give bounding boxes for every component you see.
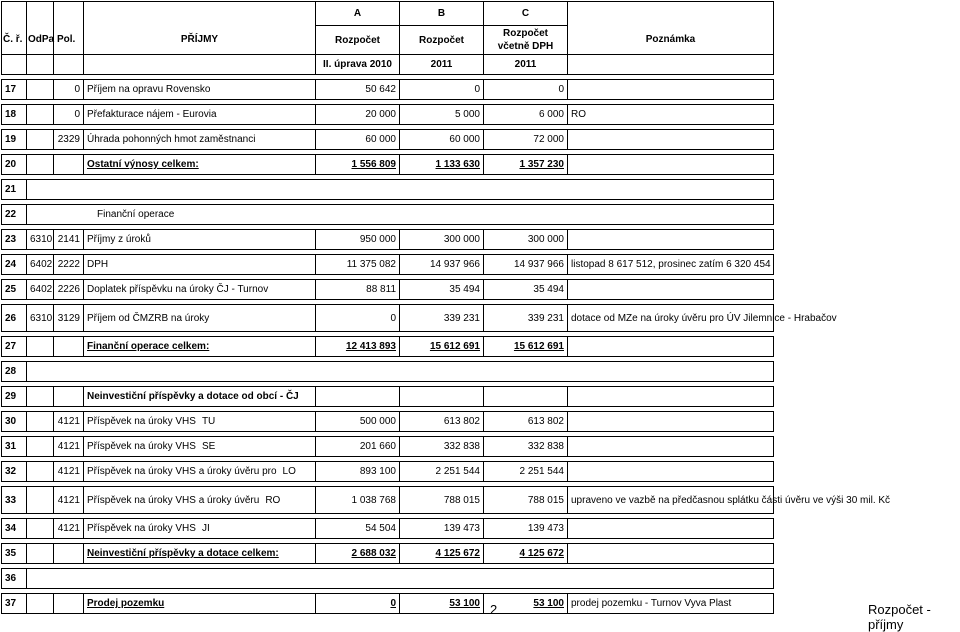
value-a-text: 20 000 (365, 109, 396, 120)
row-number: 28 (2, 362, 27, 382)
column-subheader-row (2, 55, 774, 75)
value-b-text: 0 (474, 84, 480, 95)
header-rozpocet-a: Rozpočet (316, 26, 400, 55)
row-number: 23 (2, 230, 27, 250)
value-a-text: 0 (390, 312, 396, 324)
value-c-text: 339 231 (527, 312, 564, 324)
row-number: 37 (2, 594, 27, 614)
value-a (316, 255, 400, 275)
table-row (2, 594, 774, 614)
table-row (2, 519, 774, 539)
value-b-text: 14 937 966 (429, 259, 480, 270)
table-row (2, 544, 774, 564)
row-number: 27 (2, 337, 27, 357)
value-c (484, 387, 568, 407)
value-a-text: 1 556 809 (351, 159, 396, 170)
table-row (2, 387, 774, 407)
note-cell (568, 280, 774, 300)
note-cell (568, 337, 774, 357)
odpa-cell (27, 487, 54, 514)
pol-cell: 3129 (54, 305, 84, 332)
value-a (316, 594, 400, 614)
value-a-text: 201 660 (359, 441, 396, 452)
pol-cell: 4121 (54, 437, 84, 457)
item-text-cell (84, 105, 316, 125)
value-a-text: 50 642 (365, 84, 396, 95)
value-a (316, 130, 400, 150)
value-c-text: 72 000 (533, 134, 564, 145)
item-text-cell (84, 230, 316, 250)
section-title: Finanční operace (27, 205, 774, 225)
item-text: Příjem od ČMZRB na úroky (87, 312, 210, 324)
item-text-cell (84, 130, 316, 150)
value-a-text: 11 375 082 (346, 259, 396, 270)
value-c-text: 53 100 (533, 598, 564, 609)
column-letter-row (2, 2, 774, 26)
odpa-cell (27, 594, 54, 614)
row-number: 25 (2, 280, 27, 300)
odpa-cell (27, 544, 54, 564)
value-b (400, 412, 484, 432)
note-cell (568, 544, 774, 564)
item-text: Prodej pozemku (87, 598, 165, 609)
item-text: Finanční operace celkem: (87, 341, 210, 352)
pol-cell: 2226 (54, 280, 84, 300)
value-c (484, 255, 568, 275)
item-text-cell (84, 80, 316, 100)
pol-cell (54, 337, 84, 357)
column-letter-b: B (400, 2, 484, 26)
item-text: Neinvestiční příspěvky a dotace celkem: (87, 548, 279, 559)
value-c-text: 0 (558, 84, 564, 95)
page-number: 2 (490, 602, 498, 617)
table-row (2, 280, 774, 300)
value-a-text: 893 100 (359, 466, 396, 477)
row-number: 20 (2, 155, 27, 175)
item-text: Neinvestiční příspěvky a dotace od obcí - ČJ (87, 391, 299, 402)
header-cislo: Č. ř. (2, 26, 27, 55)
value-c-text: 300 000 (527, 234, 564, 245)
item-text-cell (84, 337, 316, 357)
item-tag: LO (282, 466, 296, 477)
item-text: Příjmy z úroků (87, 234, 151, 245)
table-row (2, 130, 774, 150)
column-letter-a: A (316, 2, 400, 26)
item-text: Úhrada pohonných hmot zaměstnanci (87, 134, 256, 145)
odpa-cell (27, 155, 54, 175)
value-c (484, 337, 568, 357)
row-number: 26 (2, 305, 27, 332)
item-text-cell (84, 487, 316, 514)
subheader-b: 2011 (400, 55, 484, 75)
value-b (400, 462, 484, 482)
row-number: 30 (2, 412, 27, 432)
row-number: 32 (2, 462, 27, 482)
value-b (400, 594, 484, 614)
pol-cell: 0 (54, 105, 84, 125)
note-cell (568, 155, 774, 175)
value-a (316, 230, 400, 250)
value-a-text: 0 (390, 598, 396, 609)
table-row (2, 462, 774, 482)
budget-table (1, 1, 891, 614)
value-c-text: 14 937 966 (513, 259, 564, 270)
value-b-text: 60 000 (449, 134, 480, 145)
item-text: Příspěvek na úroky VHS (87, 523, 196, 534)
subheader-c: 2011 (484, 55, 568, 75)
value-a (316, 305, 400, 332)
value-b-text: 4 125 672 (435, 548, 480, 559)
item-tag: SE (201, 441, 216, 452)
item-text-cell (84, 155, 316, 175)
note-cell: prodej pozemku - Turnov Vyva Plast (568, 594, 774, 614)
table-row (2, 569, 774, 589)
odpa-cell (27, 462, 54, 482)
pol-cell (54, 544, 84, 564)
pol-cell: 0 (54, 80, 84, 100)
value-c-text: 1 357 230 (519, 159, 564, 170)
row-number: 36 (2, 569, 27, 589)
odpa-cell (27, 437, 54, 457)
table-row (2, 412, 774, 432)
item-tag: RO (265, 494, 281, 506)
value-c-text: 4 125 672 (519, 548, 564, 559)
value-b-text: 2 251 544 (435, 466, 480, 477)
note-cell (568, 412, 774, 432)
value-a (316, 462, 400, 482)
value-a (316, 80, 400, 100)
value-a (316, 155, 400, 175)
odpa-cell (27, 130, 54, 150)
value-b-text: 35 494 (449, 284, 480, 295)
value-b (400, 155, 484, 175)
value-b-text: 5 000 (454, 109, 480, 120)
table-row (2, 230, 774, 250)
value-b (400, 305, 484, 332)
value-b-text: 613 802 (443, 416, 480, 427)
odpa-cell (27, 80, 54, 100)
pol-cell: 2222 (54, 255, 84, 275)
odpa-cell (27, 337, 54, 357)
value-b-text: 1 133 630 (435, 159, 480, 170)
header-rozpocet-b: Rozpočet (400, 26, 484, 55)
note-cell: dotace od MZe na úroky úvěru pro ÚV Jilemnice - Hrabačov (568, 305, 774, 332)
item-text: Přefakturace nájem - Eurovia (87, 109, 217, 120)
pol-cell (54, 387, 84, 407)
column-header-row (2, 26, 774, 55)
value-b-text: 339 231 (443, 312, 480, 324)
value-b (400, 105, 484, 125)
item-text: Příspěvek na úroky VHS (87, 441, 196, 452)
value-b-text: 332 838 (443, 441, 480, 452)
item-text: DPH (87, 259, 109, 270)
value-a-text: 1 038 768 (351, 494, 396, 506)
item-text: Příjem na opravu Rovensko (87, 84, 211, 95)
item-text: Příspěvek na úroky VHS a úroky úvěru pro (87, 466, 277, 477)
value-a-text: 88 811 (366, 284, 396, 295)
value-a-text: 2 688 032 (351, 548, 396, 559)
row-number: 21 (2, 180, 27, 200)
subheader-a: II. úprava 2010 (316, 55, 400, 75)
value-c (484, 437, 568, 457)
value-a-text: 500 000 (359, 416, 396, 427)
value-c (484, 280, 568, 300)
table-row (2, 487, 774, 514)
item-text-cell (84, 305, 316, 332)
note-cell (568, 230, 774, 250)
item-text: Příspěvek na úroky VHS (87, 416, 196, 427)
odpa-cell: 6402 (27, 255, 54, 275)
value-b (400, 544, 484, 564)
row-number: 24 (2, 255, 27, 275)
value-a (316, 487, 400, 514)
value-a-text: 54 504 (365, 523, 396, 534)
row-number: 22 (2, 205, 27, 225)
value-c (484, 80, 568, 100)
value-c-text: 35 494 (533, 284, 564, 295)
odpa-cell: 6310 (27, 230, 54, 250)
note-cell (568, 437, 774, 457)
item-text-cell (84, 462, 316, 482)
pol-cell (54, 155, 84, 175)
odpa-cell: 6402 (27, 280, 54, 300)
value-a-text: 60 000 (365, 134, 396, 145)
value-c-text: 332 838 (527, 441, 564, 452)
item-text-cell (84, 437, 316, 457)
row-number: 31 (2, 437, 27, 457)
table-row (2, 255, 774, 275)
pol-cell: 4121 (54, 412, 84, 432)
item-text-cell (84, 387, 316, 407)
odpa-cell (27, 387, 54, 407)
item-text-cell (84, 412, 316, 432)
value-b (400, 387, 484, 407)
item-text-cell (84, 280, 316, 300)
table-row (2, 105, 774, 125)
item-tag: JI (201, 523, 210, 534)
value-c (484, 105, 568, 125)
value-c (484, 305, 568, 332)
value-b (400, 130, 484, 150)
note-cell: upraveno ve vazbě na předčasnou splátku části úvěru ve výši 30 mil. Kč (568, 487, 774, 514)
item-text-cell (84, 519, 316, 539)
item-text-cell (84, 544, 316, 564)
row-number: 17 (2, 80, 27, 100)
header-poznamka: Poznámka (568, 26, 774, 55)
value-c-text: 139 473 (527, 523, 564, 534)
value-a (316, 280, 400, 300)
value-c (484, 412, 568, 432)
value-b (400, 437, 484, 457)
pol-cell: 2329 (54, 130, 84, 150)
table-row (2, 80, 774, 100)
pol-cell: 4121 (54, 519, 84, 539)
row-number: 29 (2, 387, 27, 407)
note-cell (568, 387, 774, 407)
note-cell (568, 519, 774, 539)
odpa-cell (27, 412, 54, 432)
value-b (400, 280, 484, 300)
odpa-cell (27, 105, 54, 125)
value-c-text: 788 015 (527, 494, 564, 506)
table-row (2, 155, 774, 175)
pol-cell: 4121 (54, 487, 84, 514)
header-prijmy: PŘÍJMY (84, 26, 316, 55)
column-letter-c: C (484, 2, 568, 26)
header-rozpocet-c: Rozpočet včetně DPH (484, 26, 568, 55)
table-row (2, 180, 774, 200)
value-a (316, 437, 400, 457)
value-b (400, 80, 484, 100)
value-c (484, 130, 568, 150)
value-a (316, 412, 400, 432)
row-number: 18 (2, 105, 27, 125)
odpa-cell: 6310 (27, 305, 54, 332)
value-b-text: 788 015 (443, 494, 480, 506)
value-a-text: 12 413 893 (345, 341, 396, 352)
item-text: Příspěvek na úroky VHS a úroky úvěru (87, 494, 260, 506)
value-b (400, 487, 484, 514)
value-c (484, 155, 568, 175)
table-row (2, 362, 774, 382)
header-odpa: OdPa (27, 26, 54, 55)
value-b (400, 337, 484, 357)
value-c-text: 15 612 691 (513, 341, 564, 352)
table-row (2, 437, 774, 457)
value-b (400, 255, 484, 275)
value-c (484, 544, 568, 564)
item-text-cell (84, 594, 316, 614)
value-b (400, 519, 484, 539)
item-tag: TU (201, 416, 216, 427)
note-cell (568, 80, 774, 100)
value-c-text: 613 802 (527, 416, 564, 427)
value-b-text: 53 100 (449, 598, 480, 609)
value-c (484, 462, 568, 482)
value-c (484, 230, 568, 250)
row-number: 35 (2, 544, 27, 564)
note-cell: listopad 8 617 512, prosinec zatím 6 320 454 (568, 255, 774, 275)
value-a-text: 950 000 (359, 234, 396, 245)
value-a (316, 544, 400, 564)
row-number: 34 (2, 519, 27, 539)
note-cell: RO (568, 105, 774, 125)
item-text: Doplatek příspěvku na úroky ČJ - Turnov (87, 284, 269, 295)
value-b-text: 300 000 (443, 234, 480, 245)
table-row (2, 337, 774, 357)
note-cell (568, 462, 774, 482)
table-row (2, 205, 774, 225)
item-text-cell (84, 255, 316, 275)
value-a (316, 337, 400, 357)
value-b-text: 15 612 691 (429, 341, 480, 352)
table-row (2, 305, 774, 332)
value-b (400, 230, 484, 250)
item-text: Ostatní výnosy celkem: (87, 159, 199, 170)
footer-title: Rozpočet - příjmy (868, 602, 931, 632)
odpa-cell (27, 519, 54, 539)
value-a (316, 105, 400, 125)
pol-cell: 4121 (54, 462, 84, 482)
value-a (316, 519, 400, 539)
note-cell (568, 130, 774, 150)
value-c-text: 6 000 (538, 109, 564, 120)
value-c (484, 519, 568, 539)
value-c (484, 487, 568, 514)
pol-cell: 2141 (54, 230, 84, 250)
row-number: 33 (2, 487, 27, 514)
value-a (316, 387, 400, 407)
row-number: 19 (2, 130, 27, 150)
header-pol: Pol. (54, 26, 84, 55)
pol-cell (54, 594, 84, 614)
value-b-text: 139 473 (443, 523, 480, 534)
value-c-text: 2 251 544 (519, 466, 564, 477)
